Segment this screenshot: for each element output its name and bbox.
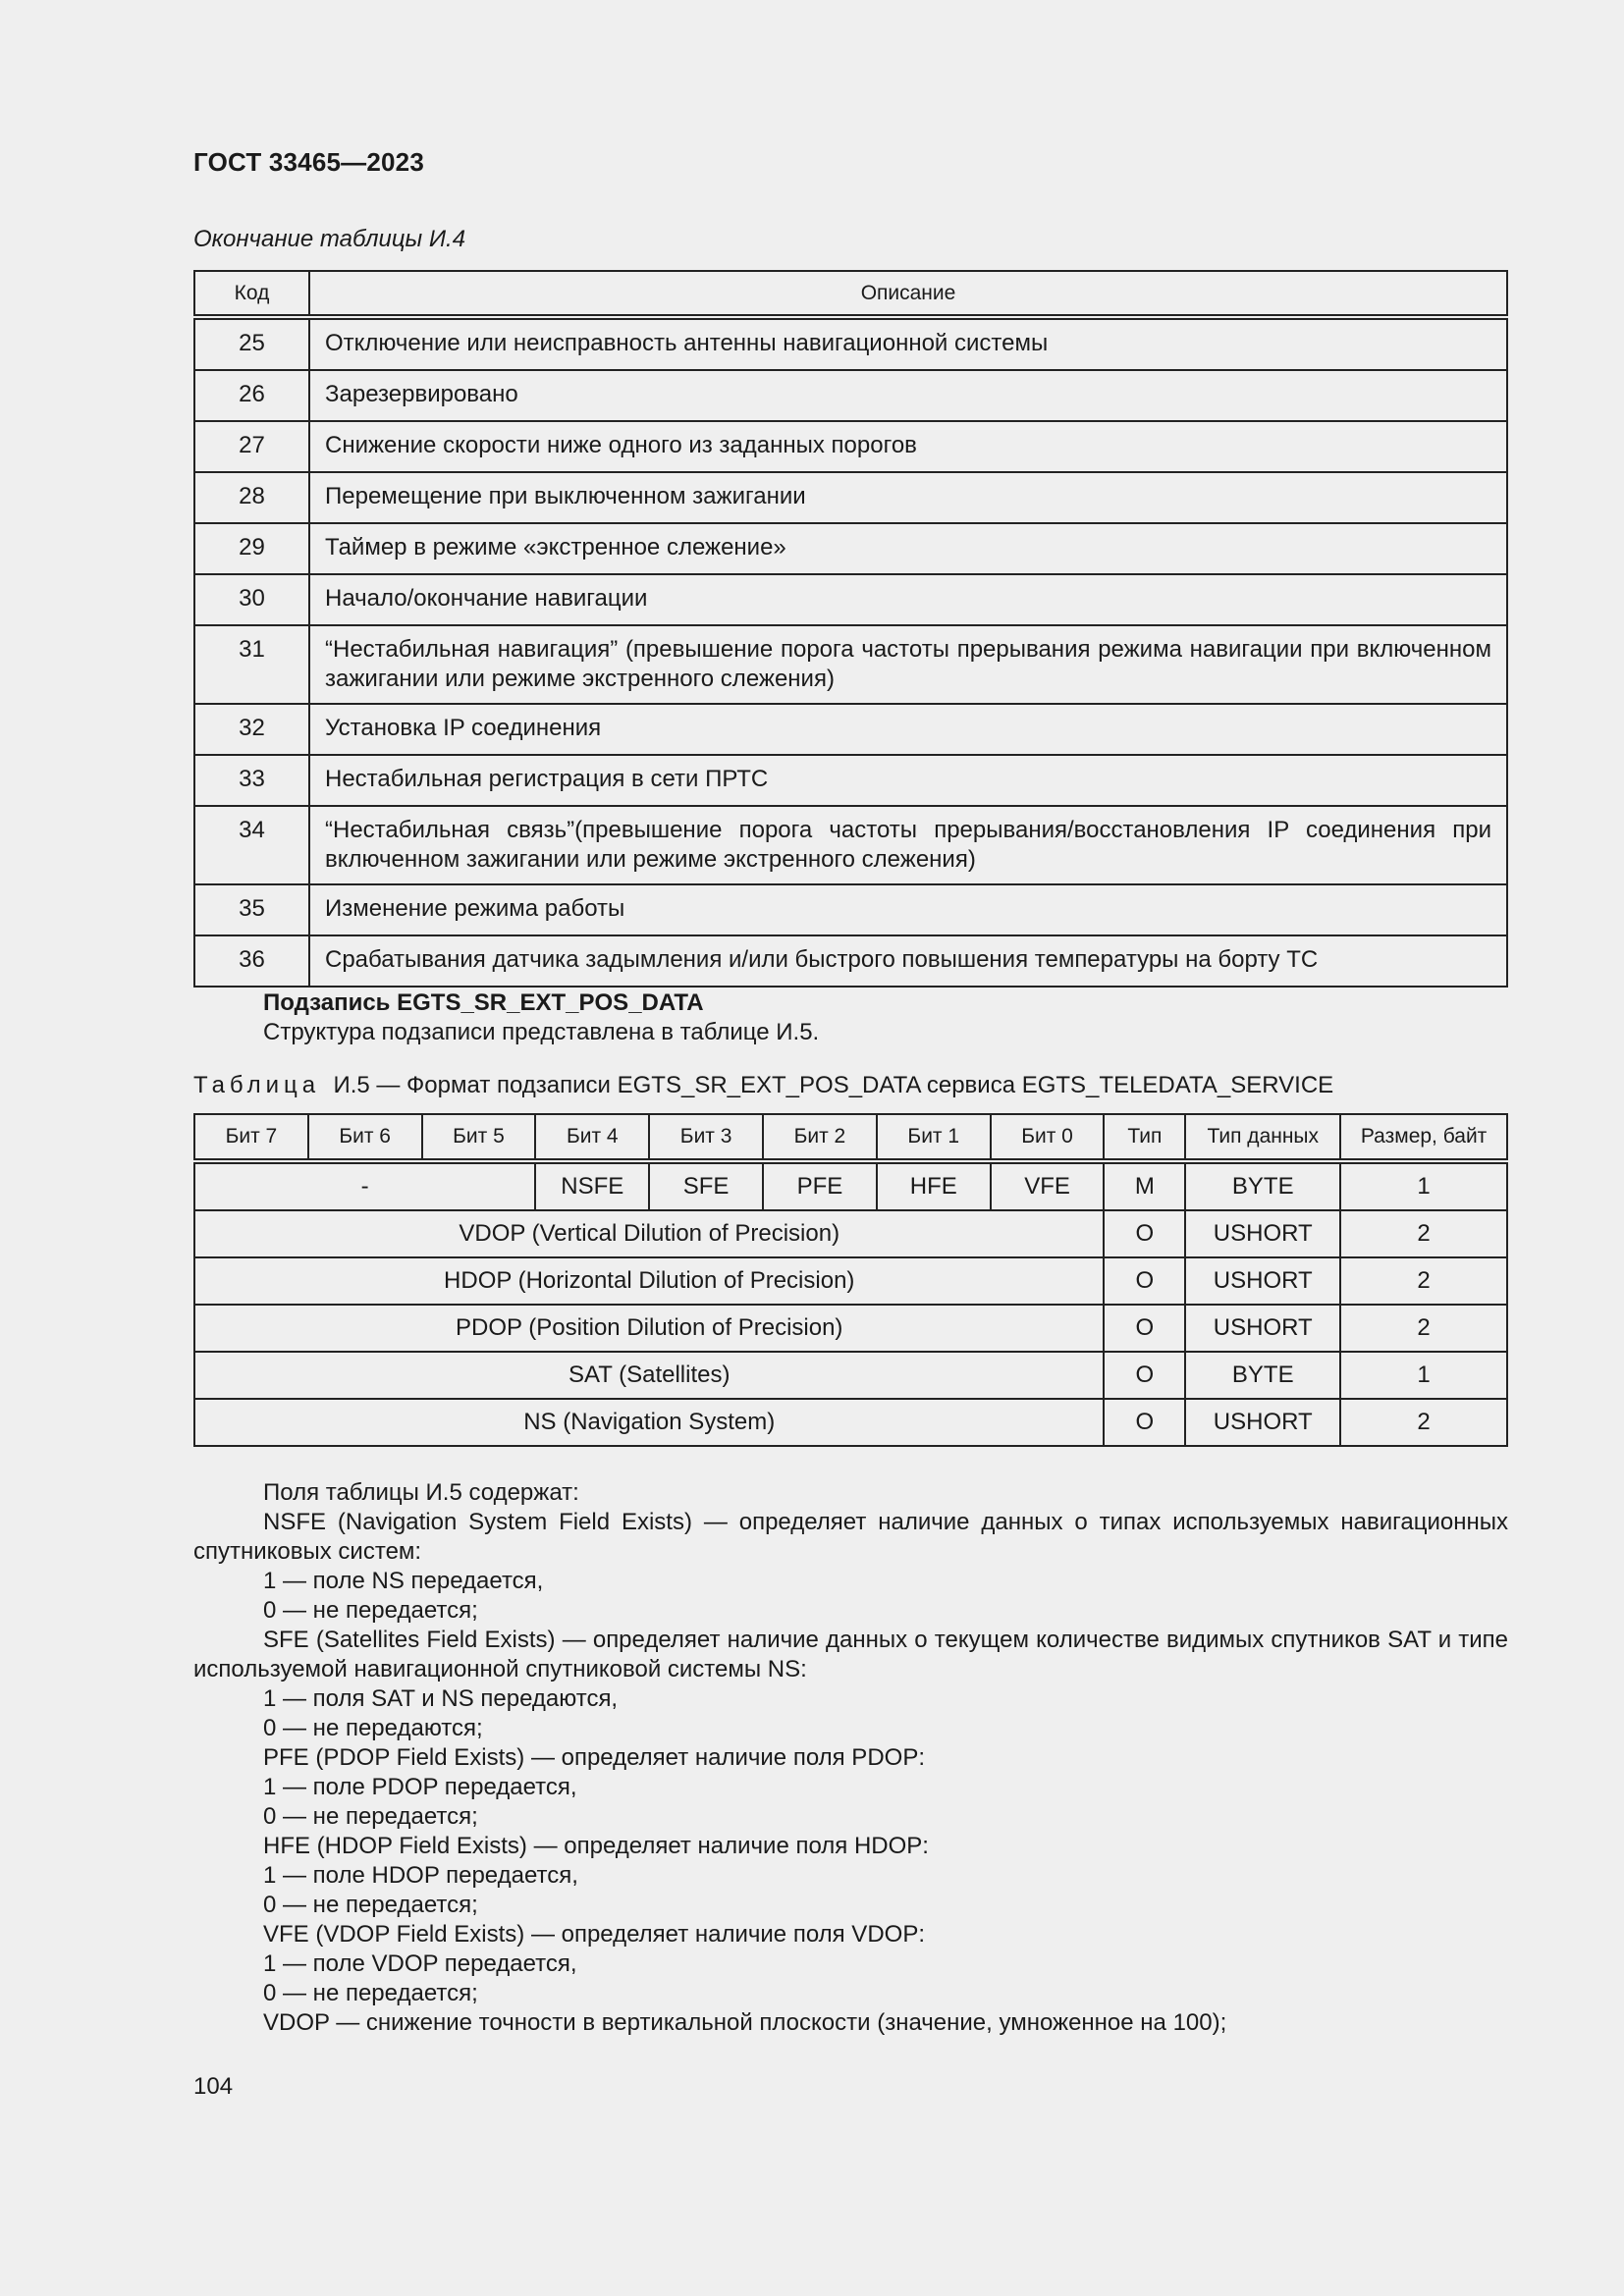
event-description: Снижение скорости ниже одного из заданных порогов <box>309 421 1507 472</box>
field-size: 1 <box>1340 1161 1507 1210</box>
event-description: Таймер в режиме «экстренное слежение» <box>309 523 1507 574</box>
reserved-bits: - <box>194 1161 535 1210</box>
table-header-row <box>194 1114 1507 1161</box>
event-description: Перемещение при выключенном зажигании <box>309 472 1507 523</box>
table-row <box>194 935 1507 987</box>
field-size: 2 <box>1340 1399 1507 1446</box>
field-name: PDOP (Position Dilution of Precision) <box>194 1305 1104 1352</box>
table-row <box>194 370 1507 421</box>
event-code: 35 <box>194 884 309 935</box>
table-row <box>194 1352 1507 1399</box>
column-header: Размер, байт <box>1340 1114 1507 1161</box>
event-description: “Нестабильная связь”(превышение порога частоты прерывания/восстановления IP соединения при включенном зажигании или режиме экстренного слежения) <box>309 806 1507 884</box>
event-code: 25 <box>194 317 309 370</box>
column-header: Бит 2 <box>763 1114 877 1161</box>
field-data-type: BYTE <box>1185 1352 1340 1399</box>
description-line: 1 — поле PDOP передается, <box>263 1774 577 1800</box>
flag-bit: HFE <box>877 1161 991 1210</box>
field-data-type: USHORT <box>1185 1305 1340 1352</box>
event-description: Отключение или неисправность антенны навигационной системы <box>309 317 1507 370</box>
table-row <box>194 704 1507 755</box>
column-header-description: Описание <box>309 271 1507 317</box>
description-line: VFE (VDOP Field Exists) — определяет наличие поля VDOP: <box>263 1921 925 1948</box>
event-description: Изменение режима работы <box>309 884 1507 935</box>
field-type: O <box>1104 1257 1185 1305</box>
description-line: 1 — поле HDOP передается, <box>263 1862 578 1889</box>
field-type: M <box>1104 1161 1185 1210</box>
column-header: Тип данных <box>1185 1114 1340 1161</box>
column-header: Бит 7 <box>194 1114 308 1161</box>
column-header: Бит 1 <box>877 1114 991 1161</box>
field-size: 2 <box>1340 1305 1507 1352</box>
event-code: 29 <box>194 523 309 574</box>
event-code: 32 <box>194 704 309 755</box>
table-row <box>194 421 1507 472</box>
description-line: 0 — не передается; <box>263 1803 478 1830</box>
field-type: O <box>1104 1352 1185 1399</box>
flag-bit: SFE <box>649 1161 763 1210</box>
table-row <box>194 1399 1507 1446</box>
table-row <box>194 472 1507 523</box>
event-description: Зарезервировано <box>309 370 1507 421</box>
table-row <box>194 1161 1507 1210</box>
description-line: 1 — поле VDOP передается, <box>263 1950 577 1977</box>
event-codes-table <box>193 270 1508 988</box>
event-code: 33 <box>194 755 309 806</box>
event-description: Начало/окончание навигации <box>309 574 1507 625</box>
table-row <box>194 625 1507 704</box>
field-type: O <box>1104 1399 1185 1446</box>
field-data-type: USHORT <box>1185 1399 1340 1446</box>
description-line: 0 — не передается; <box>263 1597 478 1624</box>
table-row <box>194 806 1507 884</box>
flag-bit: VFE <box>991 1161 1105 1210</box>
table-caption-word: Таблица <box>193 1072 321 1098</box>
description-line: 0 — не передается; <box>263 1980 478 2006</box>
document-header: ГОСТ 33465—2023 <box>193 147 424 177</box>
event-code: 34 <box>194 806 309 884</box>
table-row <box>194 755 1507 806</box>
event-code: 30 <box>194 574 309 625</box>
field-data-type: BYTE <box>1185 1161 1340 1210</box>
subrecord-format-table <box>193 1113 1508 1447</box>
description-line: HFE (HDOP Field Exists) — определяет наличие поля HDOP: <box>263 1833 929 1859</box>
description-line: PFE (PDOP Field Exists) — определяет наличие поля PDOP: <box>263 1744 925 1771</box>
table-caption-text: И.5 — Формат подзаписи EGTS_SR_EXT_POS_DATA сервиса EGTS_TELEDATA_SERVICE <box>333 1072 1334 1098</box>
table-continuation-label: Окончание таблицы И.4 <box>193 226 466 252</box>
description-line: VDOP — снижение точности в вертикальной плоскости (значение, умноженное на 100); <box>263 2009 1227 2036</box>
description-line: 1 — поля SAT и NS передаются, <box>263 1685 619 1712</box>
table-caption <box>193 1072 1333 1099</box>
column-header: Бит 0 <box>991 1114 1105 1161</box>
description-line: 0 — не передаются; <box>263 1715 483 1741</box>
field-size: 2 <box>1340 1257 1507 1305</box>
table-row <box>194 1210 1507 1257</box>
field-type: O <box>1104 1210 1185 1257</box>
description-line: SFE (Satellites Field Exists) — определяет наличие данных о текущем количестве видимых спутников SAT и типе используемой навигационной спутниковой системы NS: <box>193 1627 1508 1682</box>
column-header: Бит 5 <box>422 1114 536 1161</box>
description-line: NSFE (Navigation System Field Exists) — определяет наличие данных о типах используемых навигационных спутниковых систем: <box>193 1509 1508 1565</box>
column-header: Тип <box>1104 1114 1185 1161</box>
event-code: 27 <box>194 421 309 472</box>
field-name: VDOP (Vertical Dilution of Precision) <box>194 1210 1104 1257</box>
column-header: Бит 6 <box>308 1114 422 1161</box>
subrecord-intro: Структура подзаписи представлена в таблице И.5. <box>263 1019 820 1045</box>
event-description: Установка IP соединения <box>309 704 1507 755</box>
subrecord-title: Подзапись EGTS_SR_EXT_POS_DATA <box>263 989 704 1016</box>
flag-bit: NSFE <box>535 1161 649 1210</box>
table-row <box>194 1305 1507 1352</box>
event-code: 31 <box>194 625 309 704</box>
table-row <box>194 574 1507 625</box>
field-name: NS (Navigation System) <box>194 1399 1104 1446</box>
event-description: “Нестабильная навигация” (превышение порога частоты прерывания режима навигации при включенном зажигании или режиме экстренного слежения) <box>309 625 1507 704</box>
table-row <box>194 523 1507 574</box>
column-header: Бит 3 <box>649 1114 763 1161</box>
table-header-row <box>194 271 1507 317</box>
table-row <box>194 1257 1507 1305</box>
table-row <box>194 884 1507 935</box>
column-header-code: Код <box>194 271 309 317</box>
table-row <box>194 317 1507 370</box>
field-data-type: USHORT <box>1185 1210 1340 1257</box>
field-type: O <box>1104 1305 1185 1352</box>
field-size: 1 <box>1340 1352 1507 1399</box>
fields-description <box>193 1478 1508 2038</box>
field-name: HDOP (Horizontal Dilution of Precision) <box>194 1257 1104 1305</box>
event-description: Нестабильная регистрация в сети ПРТС <box>309 755 1507 806</box>
description-line: 1 — поле NS передается, <box>263 1568 544 1594</box>
field-name: SAT (Satellites) <box>194 1352 1104 1399</box>
event-code: 26 <box>194 370 309 421</box>
field-data-type: USHORT <box>1185 1257 1340 1305</box>
flag-bit: PFE <box>763 1161 877 1210</box>
event-description: Срабатывания датчика задымления и/или быстрого повышения температуры на борту ТС <box>309 935 1507 987</box>
field-size: 2 <box>1340 1210 1507 1257</box>
column-header: Бит 4 <box>535 1114 649 1161</box>
description-line: 0 — не передается; <box>263 1892 478 1918</box>
event-code: 36 <box>194 935 309 987</box>
description-line: Поля таблицы И.5 содержат: <box>263 1479 579 1506</box>
event-code: 28 <box>194 472 309 523</box>
page-number: 104 <box>193 2073 234 2100</box>
